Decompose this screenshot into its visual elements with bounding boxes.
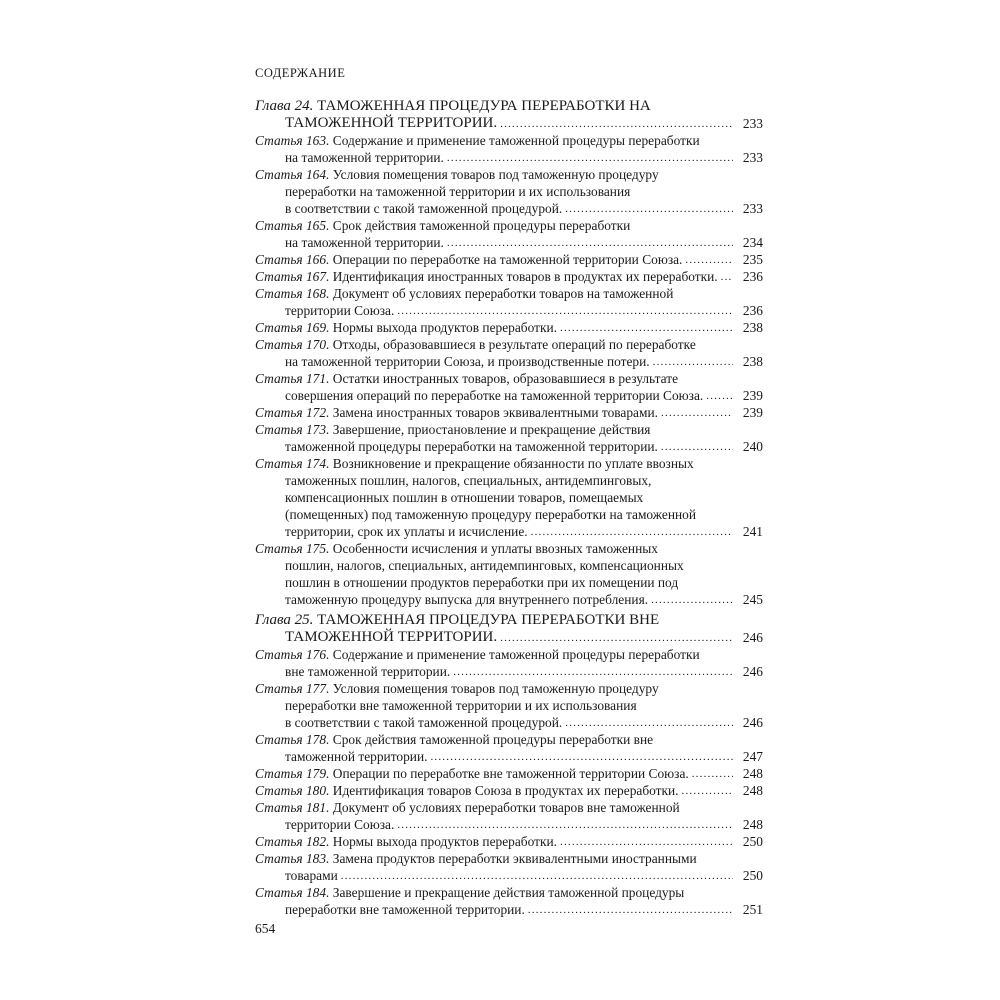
article-title: территории Союза. — [285, 817, 395, 832]
toc-article — [255, 680, 763, 731]
toc-article — [255, 370, 763, 404]
dot-leader — [692, 766, 733, 782]
toc-page-number: 235 — [742, 252, 763, 267]
chapter-number: Глава 24. — [255, 98, 314, 114]
article-title: Завершение и прекращение действия таможенной процедуры — [332, 885, 685, 900]
article-title: пошлин в отношении продуктов переработки при их помещении под — [285, 575, 679, 590]
toc-page-number: 236 — [742, 269, 763, 284]
toc-chapter — [255, 98, 763, 132]
article-number: Статья 184. — [255, 885, 330, 900]
article-title: таможенную процедуру выпуска для внутреннего потребления. — [285, 592, 649, 607]
toc-article — [255, 782, 763, 799]
article-title: Замена продуктов переработки эквивалентными иностранными — [332, 851, 697, 866]
chapter-title: ТАМОЖЕННАЯ ПРОЦЕДУРА ПЕРЕРАБОТКИ ВНЕ — [317, 612, 660, 628]
article-title: Срок действия таможенной процедуры переработки вне — [332, 732, 654, 747]
article-title: в соответствии с такой таможенной процедурой. — [285, 201, 563, 216]
toc-article — [255, 765, 763, 782]
dot-leader — [528, 902, 733, 918]
dot-leader — [447, 150, 733, 166]
dot-leader — [653, 354, 733, 370]
running-head: СОДЕРЖАНИЕ — [255, 66, 346, 80]
toc-article — [255, 404, 763, 421]
dot-leader — [560, 834, 733, 850]
article-title: Условия помещения товаров под таможенную процедуру — [332, 681, 659, 696]
article-number: Статья 169. — [255, 320, 330, 335]
article-number: Статья 174. — [255, 456, 330, 471]
article-number: Статья 182. — [255, 834, 330, 849]
toc-page-number: 241 — [742, 524, 763, 539]
dot-leader — [531, 524, 733, 540]
toc-page-number: 246 — [742, 630, 763, 645]
toc-page-number: 234 — [742, 235, 763, 250]
article-title: Содержание и применение таможенной процедуры переработки — [332, 133, 700, 148]
dot-leader — [706, 388, 733, 404]
dot-leader — [682, 783, 733, 799]
chapter-title: ТАМОЖЕННОЙ ТЕРРИТОРИИ. — [285, 115, 498, 131]
article-title: Документ об условиях переработки товаров на таможенной — [332, 286, 674, 301]
article-title: Срок действия таможенной процедуры переработки — [332, 218, 631, 233]
article-title: Нормы выхода продуктов переработки. — [332, 320, 558, 335]
toc-page-number: 236 — [742, 303, 763, 318]
article-title: пошлин, налогов, специальных, антидемпинговых, компенсационных — [285, 558, 684, 573]
toc-page-number: 247 — [742, 749, 763, 764]
toc-page-number: 248 — [742, 766, 763, 781]
article-number: Статья 167. — [255, 269, 330, 284]
toc-article — [255, 731, 763, 765]
dot-leader — [500, 630, 733, 646]
toc-page-number: 233 — [742, 201, 763, 216]
article-title: Остатки иностранных товаров, образовавшиеся в результате — [332, 371, 679, 386]
dot-leader — [721, 269, 733, 285]
article-title: территории Союза. — [285, 303, 395, 318]
toc-page-number: 250 — [742, 834, 763, 849]
chapter-title: ТАМОЖЕННАЯ ПРОЦЕДУРА ПЕРЕРАБОТКИ НА — [317, 98, 651, 114]
toc-page-number: 239 — [742, 405, 763, 420]
dot-leader — [397, 817, 733, 833]
dot-leader — [685, 252, 733, 268]
article-title: (помещенных) под таможенную процедуру переработки на таможенной — [285, 507, 697, 522]
article-title: Содержание и применение таможенной процедуры переработки — [332, 647, 700, 662]
article-title: на таможенной территории. — [285, 150, 444, 165]
toc-article — [255, 268, 763, 285]
dot-leader — [397, 303, 733, 319]
toc-chapter — [255, 612, 763, 646]
toc-article — [255, 850, 763, 884]
article-title: вне таможенной территории. — [285, 664, 451, 679]
dot-leader — [430, 749, 733, 765]
article-title: Идентификация иностранных товаров в продуктах их переработки. — [332, 269, 718, 284]
toc-page-number: 233 — [742, 150, 763, 165]
dot-leader — [560, 320, 733, 336]
article-number: Статья 180. — [255, 783, 330, 798]
chapter-title: ТАМОЖЕННОЙ ТЕРРИТОРИИ. — [285, 629, 498, 645]
article-title: совершения операций по переработке на таможенной территории Союза. — [285, 388, 704, 403]
article-title: Документ об условиях переработки товаров вне таможенной — [332, 800, 680, 815]
article-number: Статья 177. — [255, 681, 330, 696]
article-title: таможенной процедуры переработки на таможенной территории. — [285, 439, 658, 454]
dot-leader — [447, 235, 733, 251]
toc-article — [255, 799, 763, 833]
table-of-contents — [255, 98, 763, 918]
article-number: Статья 179. — [255, 766, 330, 781]
article-title: Идентификация товаров Союза в продуктах их переработки. — [332, 783, 679, 798]
dot-leader — [661, 439, 733, 455]
article-title: на таможенной территории Союза, и производственные потери. — [285, 354, 650, 369]
page-number: 654 — [255, 921, 276, 936]
article-title: Нормы выхода продуктов переработки. — [332, 834, 558, 849]
article-number: Статья 163. — [255, 133, 330, 148]
article-title: Завершение, приостановление и прекращение действия — [332, 422, 651, 437]
toc-article — [255, 646, 763, 680]
toc-page-number: 238 — [742, 320, 763, 335]
article-number: Статья 166. — [255, 252, 330, 267]
toc-article — [255, 455, 763, 540]
toc-article — [255, 251, 763, 268]
toc-article — [255, 166, 763, 217]
article-number: Статья 176. — [255, 647, 330, 662]
dot-leader — [341, 868, 733, 884]
article-number: Статья 168. — [255, 286, 330, 301]
toc-page-number: 240 — [742, 439, 763, 454]
toc-article — [255, 217, 763, 251]
article-title: переработки вне таможенной территории. — [285, 902, 525, 917]
article-title: Операции по переработке вне таможенной территории Союза. — [332, 766, 689, 781]
dot-leader — [565, 715, 733, 731]
article-number: Статья 172. — [255, 405, 330, 420]
dot-leader — [453, 664, 733, 680]
article-number: Статья 175. — [255, 541, 330, 556]
article-title: таможенных пошлин, налогов, специальных, антидемпинговых, — [285, 473, 652, 488]
dot-leader — [565, 201, 733, 217]
article-title: таможенной территории. — [285, 749, 428, 764]
toc-page-number: 251 — [742, 902, 763, 917]
article-number: Статья 181. — [255, 800, 330, 815]
article-number: Статья 171. — [255, 371, 330, 386]
article-number: Статья 173. — [255, 422, 330, 437]
dot-leader — [651, 592, 733, 608]
toc-page-number: 246 — [742, 715, 763, 730]
article-title: переработки на таможенной территории и их использования — [285, 184, 631, 199]
toc-article — [255, 132, 763, 166]
dot-leader — [500, 116, 733, 132]
article-title: в соответствии с такой таможенной процедурой. — [285, 715, 563, 730]
toc-page-number: 248 — [742, 783, 763, 798]
article-number: Статья 165. — [255, 218, 330, 233]
article-number: Статья 183. — [255, 851, 330, 866]
article-title: компенсационных пошлин в отношении товаров, помещаемых — [285, 490, 644, 505]
dot-leader — [661, 405, 733, 421]
article-number: Статья 164. — [255, 167, 330, 182]
article-title: товарами — [285, 868, 338, 883]
toc-article — [255, 421, 763, 455]
toc-article — [255, 319, 763, 336]
article-number: Статья 178. — [255, 732, 330, 747]
article-title: Условия помещения товаров под таможенную процедуру — [332, 167, 659, 182]
toc-article — [255, 285, 763, 319]
article-title: Отходы, образовавшиеся в результате операций по переработке — [332, 337, 696, 352]
toc-page-number: 233 — [742, 116, 763, 131]
article-title: на таможенной территории. — [285, 235, 444, 250]
chapter-number: Глава 25. — [255, 612, 314, 628]
article-title: переработки вне таможенной территории и их использования — [285, 698, 637, 713]
toc-article — [255, 336, 763, 370]
toc-article — [255, 884, 763, 918]
article-title: Возникновение и прекращение обязанности по уплате ввозных — [332, 456, 694, 471]
article-title: территории, срок их уплаты и исчисление. — [285, 524, 528, 539]
toc-page-number: 239 — [742, 388, 763, 403]
article-number: Статья 170. — [255, 337, 330, 352]
article-title: Операции по переработке на таможенной территории Союза. — [332, 252, 683, 267]
article-title: Замена иностранных товаров эквивалентными товарами. — [332, 405, 658, 420]
toc-page-number: 245 — [742, 592, 763, 607]
toc-page-number: 238 — [742, 354, 763, 369]
article-title: Особенности исчисления и уплаты ввозных таможенных — [332, 541, 658, 556]
toc-article — [255, 833, 763, 850]
toc-page-number: 248 — [742, 817, 763, 832]
toc-article — [255, 540, 763, 608]
toc-page-number: 250 — [742, 868, 763, 883]
toc-page-number: 246 — [742, 664, 763, 679]
